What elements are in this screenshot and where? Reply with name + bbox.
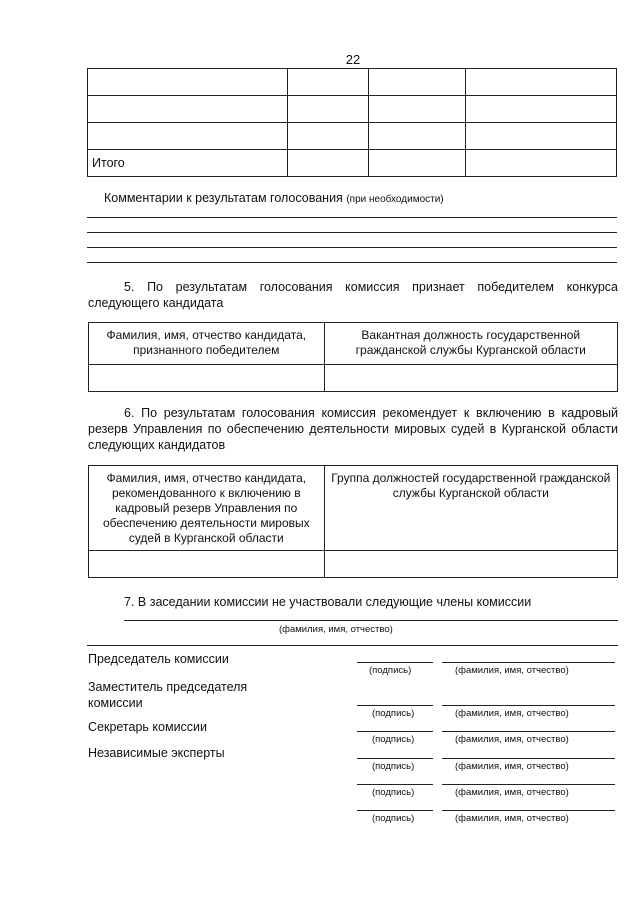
absent-members-line: [87, 645, 618, 646]
section7-text: 7. В заседании комиссии не участвовали следующие члены комиссии: [124, 595, 532, 609]
reserve-table: [88, 465, 618, 578]
fio-note: (фамилия, имя, отчество): [455, 708, 569, 719]
comments-note: (при необходимости): [346, 194, 444, 205]
section5-text: 5. По результатам голосования комиссия признает победителем конкурса следующего кандидата: [88, 280, 618, 310]
comment-line: [87, 217, 617, 218]
fio-line: [442, 662, 615, 663]
signature-note: (подпись): [372, 787, 415, 798]
absent-fio-note: (фамилия, имя, отчество): [279, 624, 393, 635]
voting-results-table: [87, 68, 617, 177]
comment-line: [87, 247, 617, 248]
table-header-row: [89, 466, 618, 551]
winner-col1-header: Фамилия, имя, отчество кандидата, признанного победителем: [89, 323, 325, 365]
comment-line: [87, 262, 617, 263]
signature-line: [357, 758, 433, 759]
signature-line: [357, 705, 433, 706]
fio-line: [442, 731, 615, 732]
winner-table: [88, 322, 618, 392]
signature-note: (подпись): [369, 665, 412, 676]
signature-note: (подпись): [372, 708, 415, 719]
comments-label: Комментарии к результатам голосования: [104, 191, 343, 205]
signature-line: [357, 810, 433, 811]
table-row: [88, 123, 617, 150]
fio-note: (фамилия, имя, отчество): [455, 761, 569, 772]
secretary-label: Секретарь комиссии: [88, 720, 208, 734]
signature-note: (подпись): [372, 761, 415, 772]
fio-line: [442, 784, 615, 785]
comments-heading: [104, 190, 444, 208]
reserve-col2-header: Группа должностей государственной гражданской службы Курганской области: [324, 466, 617, 551]
fio-note: (фамилия, имя, отчество): [455, 813, 569, 824]
signature-line: [357, 662, 433, 663]
deputy-label: Заместитель председателя комиссии: [88, 680, 248, 710]
fio-line: [442, 810, 615, 811]
table-row: [89, 551, 618, 578]
absent-members-line: [124, 620, 618, 621]
table-row: [88, 69, 617, 96]
signature-line: [357, 784, 433, 785]
fio-line: [442, 705, 615, 706]
comment-line: [87, 232, 617, 233]
signature-note: (подпись): [372, 734, 415, 745]
fio-note: (фамилия, имя, отчество): [455, 665, 569, 676]
table-row-total: [88, 150, 617, 177]
table-row: [88, 96, 617, 123]
total-label: Итого: [88, 150, 288, 177]
table-row: [89, 365, 618, 392]
experts-label: Независимые эксперты: [88, 746, 225, 760]
fio-note: (фамилия, имя, отчество): [455, 787, 569, 798]
fio-line: [442, 758, 615, 759]
winner-col2-header: Вакантная должность государственной гражданской службы Курганской области: [324, 323, 617, 365]
chairman-label: Председатель комиссии: [88, 652, 229, 666]
signature-line: [357, 731, 433, 732]
fio-note: (фамилия, имя, отчество): [455, 734, 569, 745]
section6-text: 6. По результатам голосования комиссия рекомендует к включению в кадровый резерв Управления по обеспечению деятельности мировых судей в Курганской области следующих кандидатов: [88, 406, 618, 452]
table-header-row: [89, 323, 618, 365]
reserve-col1-header: Фамилия, имя, отчество кандидата, рекомендованного к включению в кадровый резерв Управления по обеспечению деятельности мировых судей в Курганской области: [89, 466, 325, 551]
page-number: 22: [345, 52, 361, 67]
signature-note: (подпись): [372, 813, 415, 824]
